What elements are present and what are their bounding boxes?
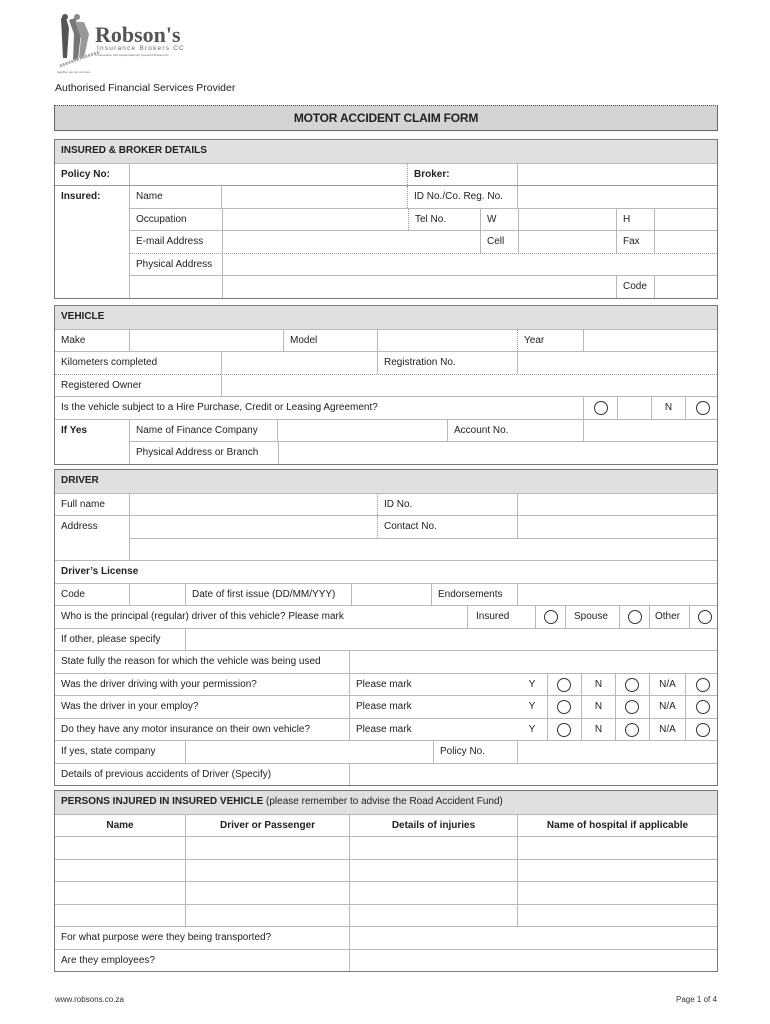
finance-company-field[interactable] bbox=[277, 420, 447, 442]
policy-no-field[interactable] bbox=[517, 741, 717, 763]
opt-other-cell bbox=[689, 606, 717, 628]
tel-w-label: W bbox=[480, 209, 518, 231]
injured-role-field[interactable] bbox=[185, 882, 349, 904]
previous-accidents-field[interactable] bbox=[349, 764, 717, 786]
tel-h-label: H bbox=[616, 209, 654, 231]
employ-na-radio[interactable] bbox=[696, 700, 710, 714]
occupation-field[interactable] bbox=[222, 209, 408, 231]
if-other-field[interactable] bbox=[185, 629, 717, 651]
full-name-row bbox=[55, 493, 717, 516]
physical-address-row bbox=[129, 253, 717, 276]
employees-row bbox=[55, 949, 717, 972]
insurance-no-radio[interactable] bbox=[625, 723, 639, 737]
col-driver-passenger: Driver or Passenger bbox=[185, 815, 349, 837]
hire-no-cell bbox=[685, 397, 717, 419]
fax-label: Fax bbox=[616, 231, 654, 253]
question-row bbox=[55, 695, 717, 718]
hire-yes-label bbox=[617, 397, 651, 419]
section-title-bold: PERSONS INJURED IN INSURED VEHICLE bbox=[61, 796, 264, 807]
employ-yes-radio[interactable] bbox=[557, 700, 571, 714]
name-field[interactable] bbox=[221, 186, 407, 208]
code-field[interactable] bbox=[654, 276, 717, 298]
na-cell bbox=[685, 719, 717, 741]
if-other-row bbox=[55, 628, 717, 651]
driver-id-field[interactable] bbox=[517, 494, 717, 516]
km-label: Kilometers completed bbox=[61, 357, 158, 368]
section-header bbox=[55, 306, 717, 329]
persons-injured-section bbox=[54, 790, 718, 972]
contact-no-label: Contact No. bbox=[377, 516, 517, 538]
injured-details-field[interactable] bbox=[349, 882, 517, 904]
first-issue-field[interactable] bbox=[351, 584, 431, 606]
opt-spouse-label: Spouse bbox=[565, 606, 619, 628]
reason-row bbox=[55, 650, 717, 673]
reg-no-label: Registration No. bbox=[377, 352, 517, 374]
injured-hospital-field[interactable] bbox=[517, 860, 717, 882]
purpose-field[interactable] bbox=[349, 927, 717, 949]
principal-insured-radio[interactable] bbox=[544, 610, 558, 624]
please-mark-label: Please mark bbox=[349, 696, 517, 718]
finance-company-row bbox=[55, 419, 717, 442]
occupation-row bbox=[129, 208, 717, 231]
model-label: Model bbox=[283, 330, 377, 352]
y-cell bbox=[547, 696, 581, 718]
footer-website: www.robsons.co.za bbox=[55, 995, 124, 1004]
license-heading-row bbox=[55, 560, 717, 583]
cell-field[interactable] bbox=[518, 231, 616, 253]
account-no-label: Account No. bbox=[447, 420, 583, 442]
injured-details-field[interactable] bbox=[349, 837, 517, 859]
policy-no-field[interactable] bbox=[129, 164, 407, 186]
policy-no-label: Policy No. bbox=[433, 741, 517, 763]
km-field[interactable] bbox=[221, 352, 377, 374]
col-injuries: Details of injuries bbox=[349, 815, 517, 837]
injured-role-field[interactable] bbox=[185, 905, 349, 927]
employees-label: Are they employees? bbox=[61, 954, 155, 966]
owner-field[interactable] bbox=[221, 375, 717, 397]
question-label: Was the driver driving with your permission? bbox=[61, 678, 257, 690]
na-label: N/A bbox=[649, 674, 685, 696]
vehicle-section bbox=[54, 305, 718, 465]
please-mark-label: Please mark bbox=[349, 674, 517, 696]
n-label: N bbox=[581, 719, 615, 741]
physical-address-field-2[interactable] bbox=[222, 276, 616, 298]
opt-other-label: Other bbox=[649, 606, 689, 628]
address-field-2[interactable] bbox=[130, 539, 717, 561]
name-label: Name bbox=[129, 186, 221, 208]
license-row bbox=[55, 583, 717, 606]
injured-details-field[interactable] bbox=[349, 860, 517, 882]
address-code-row bbox=[129, 275, 717, 298]
injured-role-field[interactable] bbox=[185, 860, 349, 882]
hire-purchase-label: Is the vehicle subject to a Hire Purchase, Credit or Leasing Agreement? bbox=[61, 402, 378, 413]
endorsements-field[interactable] bbox=[517, 584, 717, 606]
y-label: Y bbox=[528, 678, 536, 690]
authorised-fsp-label: Authorised Financial Services Provider bbox=[55, 82, 236, 94]
permission-yes-radio[interactable] bbox=[557, 678, 571, 692]
policy-row bbox=[55, 163, 717, 186]
driver-section bbox=[54, 469, 718, 786]
injured-details-field[interactable] bbox=[349, 905, 517, 927]
tel-no-label: Tel No. bbox=[408, 209, 480, 231]
if-other-label: If other, please specify bbox=[61, 633, 161, 645]
owner-row bbox=[55, 374, 717, 397]
injured-hospital-field[interactable] bbox=[517, 837, 717, 859]
na-cell bbox=[685, 674, 717, 696]
n-cell bbox=[615, 674, 649, 696]
injured-row bbox=[55, 836, 717, 859]
question-row bbox=[55, 718, 717, 741]
driver-id-label: ID No. bbox=[377, 494, 517, 516]
insured-broker-section bbox=[54, 139, 718, 299]
section-header bbox=[55, 140, 717, 163]
hire-yes-cell bbox=[583, 397, 617, 419]
address-label: Address bbox=[61, 521, 98, 532]
endorsements-label: Endorsements bbox=[431, 584, 517, 606]
n-label: N bbox=[581, 674, 615, 696]
na-label: N/A bbox=[649, 719, 685, 741]
y-cell bbox=[547, 719, 581, 741]
opt-insured-label: Insured bbox=[467, 606, 535, 628]
form-title: MOTOR ACCIDENT CLAIM FORM bbox=[54, 105, 718, 131]
policy-no-label: Policy No: bbox=[61, 168, 110, 180]
cell-label: Cell bbox=[480, 231, 518, 253]
section-title: DRIVER bbox=[61, 475, 99, 486]
broker-label: Broker: bbox=[407, 164, 517, 186]
section-title: INSURED & BROKER DETAILS bbox=[61, 145, 207, 156]
model-field[interactable] bbox=[377, 330, 517, 352]
license-code-label: Code bbox=[61, 588, 85, 600]
full-name-field[interactable] bbox=[129, 494, 377, 516]
address-field[interactable] bbox=[129, 516, 377, 538]
col-name: Name bbox=[106, 819, 134, 831]
permission-no-radio[interactable] bbox=[625, 678, 639, 692]
previous-accidents-row bbox=[55, 763, 717, 786]
question-label: Do they have any motor insurance on their own vehicle? bbox=[61, 723, 311, 735]
year-field[interactable] bbox=[583, 330, 717, 352]
id-no-field[interactable] bbox=[517, 186, 717, 208]
col-hospital: Name of hospital if applicable bbox=[517, 815, 717, 837]
y-label: Y bbox=[528, 701, 536, 712]
if-yes-company-row bbox=[55, 740, 717, 763]
y-cell bbox=[547, 674, 581, 696]
n-cell bbox=[615, 719, 649, 741]
hire-no-label: N bbox=[651, 397, 685, 419]
if-yes-label: If Yes bbox=[61, 424, 87, 436]
insured-name-row bbox=[55, 185, 717, 208]
reason-field[interactable] bbox=[349, 651, 717, 673]
injured-role-field[interactable] bbox=[185, 837, 349, 859]
please-mark-label: Please mark bbox=[349, 719, 517, 741]
question-row bbox=[55, 673, 717, 696]
make-row bbox=[55, 329, 717, 352]
injured-row bbox=[55, 881, 717, 904]
account-no-field[interactable] bbox=[583, 420, 717, 442]
na-label: N/A bbox=[649, 696, 685, 718]
principal-spouse-radio[interactable] bbox=[628, 610, 642, 624]
finance-company-label: Name of Finance Company bbox=[129, 420, 277, 442]
principal-other-radio[interactable] bbox=[698, 610, 712, 624]
section-title: VEHICLE bbox=[61, 311, 105, 322]
hire-purchase-row bbox=[55, 396, 717, 419]
year-label: Year bbox=[517, 330, 583, 352]
section-header bbox=[55, 791, 717, 814]
full-name-label: Full name bbox=[61, 498, 105, 510]
na-cell bbox=[685, 696, 717, 718]
permission-na-radio[interactable] bbox=[696, 678, 710, 692]
company-logo bbox=[55, 14, 195, 76]
injured-name-field[interactable] bbox=[55, 837, 185, 859]
principal-driver-row bbox=[55, 605, 717, 628]
employees-field[interactable] bbox=[349, 950, 717, 972]
contact-no-field[interactable] bbox=[517, 516, 717, 538]
hire-yes-radio[interactable] bbox=[594, 401, 608, 415]
reg-no-field[interactable] bbox=[517, 352, 717, 374]
tel-h-field[interactable] bbox=[654, 209, 717, 231]
if-yes-company-field[interactable] bbox=[185, 741, 433, 763]
section-title bbox=[55, 791, 503, 814]
km-row bbox=[55, 351, 717, 374]
if-yes-company-label: If yes, state company bbox=[61, 746, 156, 757]
footer-page-number: Page 1 of 4 bbox=[676, 995, 717, 1004]
section-title-note: (please remember to advise the Road Accident Fund) bbox=[263, 796, 503, 807]
purpose-row bbox=[55, 926, 717, 949]
robsons-logo-icon bbox=[55, 14, 195, 76]
injured-hospital-field[interactable] bbox=[517, 905, 717, 927]
make-label: Make bbox=[61, 334, 86, 346]
injured-name-field[interactable] bbox=[55, 882, 185, 904]
license-heading: Driver’s License bbox=[61, 566, 139, 577]
code-label: Code bbox=[616, 276, 654, 298]
svg-text:Insurance Brokers CC: Insurance Brokers CC bbox=[97, 45, 185, 52]
opt-insured-cell bbox=[535, 606, 565, 628]
license-code-field[interactable] bbox=[129, 584, 185, 606]
injured-name-field[interactable] bbox=[55, 905, 185, 927]
physical-address-field[interactable] bbox=[222, 254, 717, 276]
injured-row bbox=[55, 904, 717, 927]
injured-hospital-field[interactable] bbox=[517, 882, 717, 904]
email-label: E-mail Address bbox=[136, 236, 204, 247]
owner-label: Registered Owner bbox=[61, 379, 142, 391]
previous-accidents-label: Details of previous accidents of Driver (Specify) bbox=[61, 768, 272, 780]
occupation-label: Occupation bbox=[136, 213, 187, 225]
n-cell bbox=[615, 696, 649, 718]
email-field[interactable] bbox=[222, 231, 480, 253]
injured-name-field[interactable] bbox=[55, 860, 185, 882]
first-issue-label: Date of first issue (DD/MM/YYY) bbox=[185, 584, 351, 606]
physical-address-label: Physical Address bbox=[136, 258, 213, 270]
make-field[interactable] bbox=[129, 330, 283, 352]
finance-address-label: Physical Address or Branch bbox=[136, 447, 259, 458]
svg-text:Robson's: Robson's bbox=[95, 22, 181, 47]
finance-address-field[interactable] bbox=[278, 442, 717, 464]
tel-w-field[interactable] bbox=[518, 209, 616, 231]
insurance-na-radio[interactable] bbox=[696, 723, 710, 737]
svg-text:together we can do more: together we can do more bbox=[57, 70, 91, 74]
hire-no-radio[interactable] bbox=[696, 401, 710, 415]
injured-row bbox=[55, 859, 717, 882]
broker-field[interactable] bbox=[517, 164, 717, 186]
finance-address-row bbox=[129, 441, 717, 464]
principal-driver-label: Who is the principal (regular) driver of this vehicle? Please mark bbox=[61, 611, 344, 622]
insured-label: Insured: bbox=[61, 191, 101, 202]
fax-field[interactable] bbox=[654, 231, 717, 253]
insurance-yes-radio[interactable] bbox=[557, 723, 571, 737]
email-row bbox=[129, 230, 717, 253]
question-label: Was the driver in your employ? bbox=[61, 701, 199, 712]
address-row bbox=[55, 515, 717, 538]
svg-text:In association with Capital In: In association with Capital Indemnity Insurance Brokers CC bbox=[95, 53, 169, 57]
purpose-label: For what purpose were they being transported? bbox=[61, 932, 272, 943]
address-row-2 bbox=[129, 538, 717, 561]
section-header bbox=[55, 470, 717, 493]
y-label: Y bbox=[528, 723, 536, 735]
id-no-label: ID No./Co. Reg. No. bbox=[407, 186, 517, 208]
address-spacer bbox=[130, 276, 222, 298]
opt-spouse-cell bbox=[619, 606, 649, 628]
employ-no-radio[interactable] bbox=[625, 700, 639, 714]
n-label: N bbox=[581, 696, 615, 718]
injured-table-header bbox=[55, 814, 717, 837]
reason-label: State fully the reason for which the vehicle was being used bbox=[61, 656, 321, 667]
